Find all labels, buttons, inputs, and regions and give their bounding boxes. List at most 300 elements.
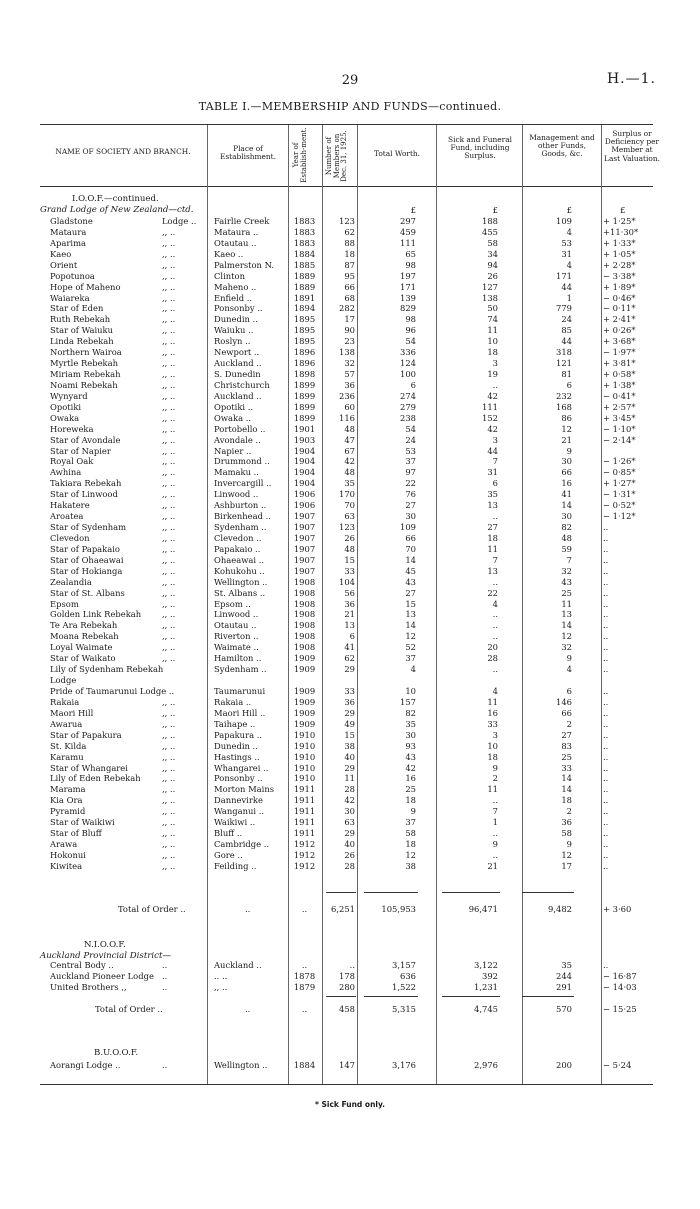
nioof-total-row <box>0 1004 700 1015</box>
cell-mgmt: 14 <box>561 620 572 631</box>
cell-mgmt: 232 <box>556 390 572 401</box>
cell-dots: ,, .. <box>162 598 176 609</box>
cell-name: Waiareka <box>50 292 90 303</box>
cell-dots: .. <box>162 981 168 992</box>
cell-surplus: .. <box>603 620 609 631</box>
cell-sick: 9 <box>492 762 498 773</box>
cell-sick: 7 <box>492 554 498 565</box>
cell-worth: 459 <box>400 226 416 237</box>
cell-worth: 124 <box>400 358 416 369</box>
cell-name: Pride of Taumarunui Lodge .. <box>50 685 175 696</box>
cell-surplus: .. <box>603 806 609 817</box>
cell-dots: .. <box>162 960 168 970</box>
cell-surplus: − 5·24 <box>603 1060 632 1070</box>
cell-mgmt: 244 <box>556 970 572 981</box>
section-heading-ioof: I.O.O.F.—continued. <box>72 194 159 204</box>
table-row <box>0 533 700 544</box>
cell-place: Maheno .. <box>214 281 257 292</box>
cell-surplus: + 1·38* <box>603 379 636 390</box>
cell-dots: ,, .. <box>162 248 176 259</box>
cell-sick: 3 <box>492 434 498 445</box>
cell-worth: 43 <box>405 751 416 762</box>
cell-surplus: + 1·89* <box>603 281 636 292</box>
cell-year: 1908 <box>293 609 316 620</box>
cell-members: 26 <box>344 532 355 543</box>
table-row <box>0 303 700 314</box>
cell-dots: ,, .. <box>162 500 176 511</box>
table-row <box>0 960 700 971</box>
cell-year: 1883 <box>293 226 316 237</box>
cell-year: 1911 <box>293 784 316 795</box>
table-row <box>0 446 700 457</box>
cell-members: 282 <box>339 303 355 314</box>
cell-sick: 138 <box>482 292 498 303</box>
table-row <box>0 511 700 522</box>
table-row <box>0 369 700 380</box>
cell-worth: 1,522 <box>392 981 416 992</box>
cell-members: 280 <box>339 981 355 992</box>
currency-mark: £ <box>566 205 572 215</box>
cell-year: 1911 <box>293 828 316 839</box>
cell-place: Birkenhead .. <box>214 511 271 522</box>
cell-sick: 11 <box>487 784 498 795</box>
cell-name: Marama <box>50 784 86 795</box>
table-row <box>0 555 700 566</box>
cell-name: Star of Napier <box>50 445 111 456</box>
cell-mgmt: 6 <box>566 685 572 696</box>
cell-sick: 11 <box>487 325 498 336</box>
cell-mgmt: 66 <box>561 707 572 718</box>
cell-place: Gore .. <box>214 849 243 860</box>
cell-mgmt: 121 <box>556 358 572 369</box>
cell-members: 60 <box>344 401 355 412</box>
cell-mgmt: 4 <box>566 664 572 675</box>
cell-members: 138 <box>339 347 355 358</box>
table-row <box>0 806 700 817</box>
total-worth: 105,953 <box>381 904 416 914</box>
cell-dots: ,, .. <box>162 445 176 456</box>
cell-year: 1899 <box>293 379 316 390</box>
cell-worth: 65 <box>405 248 416 259</box>
cell-name: Takiara Rebekah <box>50 478 122 489</box>
cell-year: 1898 <box>293 369 316 380</box>
cell-surplus: .. <box>603 543 609 554</box>
cell-name: Owaka <box>50 412 80 423</box>
cell-worth: 336 <box>400 347 416 358</box>
cell-name: Kaeo <box>50 248 72 259</box>
table-row <box>0 642 700 653</box>
cell-year: 1911 <box>293 806 316 817</box>
cell-year: 1884 <box>293 248 316 259</box>
cell-name: Awhina <box>50 467 82 478</box>
cell-name: Linda Rebekah <box>50 336 114 347</box>
cell-surplus: .. <box>603 960 609 970</box>
cell-dots: ,, .. <box>162 478 176 489</box>
total-rule <box>364 996 418 997</box>
cell-place: Newport .. <box>214 347 260 358</box>
cell-year: 1907 <box>293 511 316 522</box>
cell-place: Wanganui .. <box>214 806 265 817</box>
cell-surplus: − 1·26* <box>603 456 636 467</box>
cell-name: Te Ara Rebekah <box>50 620 118 631</box>
cell-place: Linwood .. <box>214 489 259 500</box>
table-row <box>0 544 700 555</box>
cell-year: 1908 <box>293 631 316 642</box>
cell-dots: ,, .. <box>162 401 176 412</box>
cell-name: Star of Whangarei <box>50 762 128 773</box>
cell-mgmt: 318 <box>556 347 572 358</box>
cell-place: Hamilton .. <box>214 653 262 664</box>
cell-dots: ,, .. <box>162 511 176 522</box>
cell-worth: 76 <box>405 489 416 500</box>
cell-surplus: .. <box>603 860 609 871</box>
cell-dots: ,, .. <box>162 718 176 729</box>
cell-sick: 1 <box>492 817 498 828</box>
table-title: TABLE I.—MEMBERSHIP AND FUNDS—continued. <box>198 100 502 113</box>
cell-members: 62 <box>344 226 355 237</box>
table-row <box>0 828 700 839</box>
cell-members: 38 <box>344 740 355 751</box>
cell-dots: ,, .. <box>162 762 176 773</box>
cell-surplus: − 2·14* <box>603 434 636 445</box>
cell-name: Pyramid <box>50 806 86 817</box>
cell-mgmt: 86 <box>561 412 572 423</box>
cell-members: 116 <box>339 412 355 423</box>
cell-name: Star of Papakura <box>50 729 122 740</box>
cell-place: Waiuku .. <box>214 325 254 336</box>
table-row <box>0 227 700 238</box>
cell-sick: 21 <box>487 860 498 871</box>
cell-place: Dunedin .. <box>214 314 258 325</box>
cell-year: 1904 <box>293 467 316 478</box>
cell-dots: ,, .. <box>162 729 176 740</box>
cell-year: 1911 <box>293 795 316 806</box>
cell-year: 1908 <box>293 620 316 631</box>
cell-worth: 35 <box>405 718 416 729</box>
cell-name: Star of Hokianga <box>50 565 123 576</box>
cell-sick: .. <box>492 379 498 390</box>
cell-place: Rakaia .. <box>214 696 252 707</box>
cell-members: 30 <box>344 806 355 817</box>
cell-place: Napier .. <box>214 445 252 456</box>
section-subheading-ioof: Grand Lodge of New Zealand—ctd. <box>40 205 194 215</box>
section-heading-nioof: N.I.O.O.F. <box>84 940 126 950</box>
cell-year: 1878 <box>293 970 316 981</box>
cell-members: 67 <box>344 445 355 456</box>
cell-year: 1879 <box>293 981 316 992</box>
cell-members: 36 <box>344 696 355 707</box>
cell-mgmt: 35 <box>561 960 572 970</box>
cell-name: Kia Ora <box>50 795 83 806</box>
cell-place: Clevedon .. <box>214 532 262 543</box>
cell-place: Whangarei .. <box>214 762 269 773</box>
cell-sick: 3,122 <box>474 960 498 970</box>
table-row <box>0 664 700 675</box>
cell-year: 1899 <box>293 390 316 401</box>
cell-name: United Brothers ,, <box>50 981 127 992</box>
cell-place: Auckland .. <box>214 390 262 401</box>
cell-mgmt: 48 <box>561 532 572 543</box>
cell-members: 40 <box>344 839 355 849</box>
cell-worth: 27 <box>405 500 416 511</box>
cell-surplus: − 0·46* <box>603 292 636 303</box>
cell-worth: 197 <box>400 270 416 281</box>
cell-mgmt: 171 <box>556 270 572 281</box>
header-bottom-rule <box>40 186 653 187</box>
cell-dots: ,, .. <box>162 609 176 620</box>
cell-worth: 53 <box>405 445 416 456</box>
cell-worth: 297 <box>400 216 416 226</box>
cell-year: 1908 <box>293 598 316 609</box>
cell-year: 1909 <box>293 653 316 664</box>
cell-name: Loyal Waimate <box>50 642 113 653</box>
total-place: .. <box>245 904 251 914</box>
total-rule <box>522 892 574 893</box>
cell-dots: ,, .. <box>162 281 176 292</box>
cell-year: 1910 <box>293 729 316 740</box>
cell-dots: ,, .. <box>162 379 176 390</box>
cell-members: 29 <box>344 707 355 718</box>
total-rule <box>442 892 500 893</box>
cell-dots: ,, .. <box>162 707 176 718</box>
table-row <box>0 675 700 686</box>
cell-surplus: − 0·85* <box>603 467 636 478</box>
cell-year: 1884 <box>293 1060 316 1070</box>
cell-dots: ,, .. <box>162 576 176 587</box>
cell-sick: 16 <box>487 707 498 718</box>
cell-year: 1910 <box>293 762 316 773</box>
cell-sick: 111 <box>482 401 498 412</box>
cell-sick: 28 <box>487 653 498 664</box>
cell-surplus: .. <box>603 795 609 806</box>
cell-year: 1906 <box>293 500 316 511</box>
cell-place: Enfield .. <box>214 292 253 303</box>
cell-year: 1910 <box>293 740 316 751</box>
table-row <box>0 424 700 435</box>
cell-mgmt: 9 <box>566 653 572 664</box>
cell-sick: 7 <box>492 456 498 467</box>
cell-sick: .. <box>492 849 498 860</box>
cell-place: Invercargill .. <box>214 478 272 489</box>
cell-name: Wynyard <box>50 390 88 401</box>
cell-place: Palmerston N. <box>214 259 275 270</box>
table-row <box>0 752 700 763</box>
table-row <box>0 741 700 752</box>
total-members: 6,251 <box>331 904 355 914</box>
cell-worth: 15 <box>405 598 416 609</box>
cell-mgmt: 82 <box>561 522 572 533</box>
cell-surplus: .. <box>603 839 609 849</box>
cell-name: Star of Waikato <box>50 653 116 664</box>
cell-surplus: .. <box>603 598 609 609</box>
cell-year: 1909 <box>293 664 316 675</box>
total-sick: 4,745 <box>474 1004 498 1014</box>
cell-worth: 37 <box>405 653 416 664</box>
cell-members: 26 <box>344 849 355 860</box>
cell-name: Moana Rebekah <box>50 631 119 642</box>
cell-surplus: .. <box>603 587 609 598</box>
cell-year: 1904 <box>293 456 316 467</box>
cell-name: Orient <box>50 259 78 270</box>
cell-sick: 58 <box>487 237 498 248</box>
cell-worth: 37 <box>405 456 416 467</box>
cell-worth: 18 <box>405 795 416 806</box>
cell-members: 90 <box>344 325 355 336</box>
cell-worth: 100 <box>400 369 416 380</box>
cell-name: Aroatea <box>50 511 84 522</box>
cell-place: Otautau .. <box>214 237 257 248</box>
cell-mgmt: 33 <box>561 762 572 773</box>
cell-place: Ashburton .. <box>214 500 267 511</box>
table-row <box>0 1060 700 1071</box>
cell-surplus: .. <box>603 609 609 620</box>
cell-worth: 10 <box>405 685 416 696</box>
cell-surplus: − 0·11* <box>603 303 636 314</box>
cell-year: 1909 <box>293 685 316 696</box>
cell-sick: 10 <box>487 740 498 751</box>
section-subheading-nioof: Auckland Provincial District— <box>40 951 171 961</box>
cell-name: Maori Hill <box>50 707 94 718</box>
cell-members: 15 <box>344 729 355 740</box>
cell-year: 1895 <box>293 336 316 347</box>
col-header-members: Number of Members on Dec. 31, 1925. <box>325 130 348 182</box>
cell-worth: 45 <box>405 565 416 576</box>
cell-worth: 18 <box>405 839 416 849</box>
cell-sick: 11 <box>487 543 498 554</box>
cell-place: Wellington .. <box>214 1060 268 1070</box>
cell-mgmt: 53 <box>561 237 572 248</box>
cell-dots: ,, .. <box>162 554 176 565</box>
total-rule <box>442 996 500 997</box>
cell-dots: ,, .. <box>162 543 176 554</box>
table-row <box>0 773 700 784</box>
cell-worth: 13 <box>405 609 416 620</box>
cell-sick: 26 <box>487 270 498 281</box>
cell-place: Taumarunui <box>214 685 266 696</box>
cell-members: 29 <box>344 762 355 773</box>
cell-name: Royal Oak <box>50 456 94 467</box>
cell-sick: 18 <box>487 347 498 358</box>
cell-surplus: .. <box>603 664 609 675</box>
cell-place: Roslyn .. <box>214 336 251 347</box>
cell-place: Fairlie Creek <box>214 216 270 226</box>
table-row <box>0 730 700 741</box>
cell-sick: 3 <box>492 729 498 740</box>
cell-dots: ,, .. <box>162 817 176 828</box>
cell-year: 1907 <box>293 565 316 576</box>
cell-year: 1899 <box>293 401 316 412</box>
cell-members: 170 <box>339 489 355 500</box>
table-row <box>0 577 700 588</box>
cell-mgmt: 81 <box>561 369 572 380</box>
cell-surplus: .. <box>603 565 609 576</box>
cell-surplus: + 3·81* <box>603 358 636 369</box>
cell-members: 47 <box>344 434 355 445</box>
total-place: .. <box>245 1004 251 1014</box>
cell-mgmt: 44 <box>561 336 572 347</box>
cell-surplus: + 2·28* <box>603 259 636 270</box>
cell-worth: 3,157 <box>392 960 416 970</box>
total-rule <box>326 892 356 893</box>
cell-name: Star of Papakaio <box>50 543 120 554</box>
cell-surplus: .. <box>603 576 609 587</box>
cell-place: Bluff .. <box>214 828 243 839</box>
table-row <box>0 795 700 806</box>
total-mgmt: 9,482 <box>548 904 572 914</box>
table-row <box>0 216 700 227</box>
cell-worth: 6 <box>410 379 416 390</box>
cell-name: Ruth Rebekah <box>50 314 111 325</box>
cell-dots: ,, .. <box>162 696 176 707</box>
cell-dots: ,, .. <box>162 259 176 270</box>
cell-year: 1906 <box>293 489 316 500</box>
cell-worth: 157 <box>400 696 416 707</box>
cell-sick: 42 <box>487 423 498 434</box>
table-row <box>0 620 700 631</box>
cell-surplus: + 2·41* <box>603 314 636 325</box>
cell-place: Auckland .. <box>214 960 262 970</box>
cell-surplus: − 0·52* <box>603 500 636 511</box>
cell-members: 63 <box>344 511 355 522</box>
cell-surplus: + 1·33* <box>603 237 636 248</box>
cell-dots: ,, .. <box>162 369 176 380</box>
cell-place: S. Dunedin <box>214 369 261 380</box>
table-row <box>0 599 700 610</box>
cell-mgmt: 66 <box>561 467 572 478</box>
cell-place: Opotiki .. <box>214 401 254 412</box>
cell-name: Hakatere <box>50 500 90 511</box>
total-year: .. <box>301 1004 308 1014</box>
cell-sick: 10 <box>487 336 498 347</box>
table-top-rule <box>40 124 653 125</box>
cell-worth: 24 <box>405 434 416 445</box>
cell-sick: 127 <box>482 281 498 292</box>
cell-sick: 4 <box>492 685 498 696</box>
currency-mark: £ <box>492 205 498 215</box>
cell-year: 1889 <box>293 281 316 292</box>
cell-mgmt: 1 <box>566 292 572 303</box>
cell-mgmt: 30 <box>561 456 572 467</box>
cell-sick: 50 <box>487 303 498 314</box>
cell-place: Avondale .. <box>214 434 261 445</box>
page-number: 29 <box>341 73 359 88</box>
table-row <box>0 249 700 260</box>
cell-year: 1908 <box>293 576 316 587</box>
table-row <box>0 293 700 304</box>
cell-mgmt: 32 <box>561 642 572 653</box>
cell-dots: ,, .. <box>162 773 176 784</box>
cell-place: Mataura .. <box>214 226 259 237</box>
cell-members: 32 <box>344 358 355 369</box>
cell-worth: 38 <box>405 860 416 871</box>
cell-mgmt: 11 <box>561 598 572 609</box>
cell-surplus: .. <box>603 696 609 707</box>
cell-sick: 35 <box>487 489 498 500</box>
cell-members: 236 <box>339 390 355 401</box>
table-row <box>0 609 700 620</box>
cell-sick: 42 <box>487 390 498 401</box>
cell-members: 57 <box>344 369 355 380</box>
cell-name: Epsom <box>50 598 79 609</box>
cell-surplus: + 3·45* <box>603 412 636 423</box>
cell-dots: .. <box>162 970 168 981</box>
cell-worth: 829 <box>400 303 416 314</box>
cell-year: 1889 <box>293 270 316 281</box>
cell-mgmt: 59 <box>561 543 572 554</box>
cell-worth: 58 <box>405 828 416 839</box>
table-row <box>0 271 700 282</box>
cell-place: Waimate .. <box>214 642 259 653</box>
